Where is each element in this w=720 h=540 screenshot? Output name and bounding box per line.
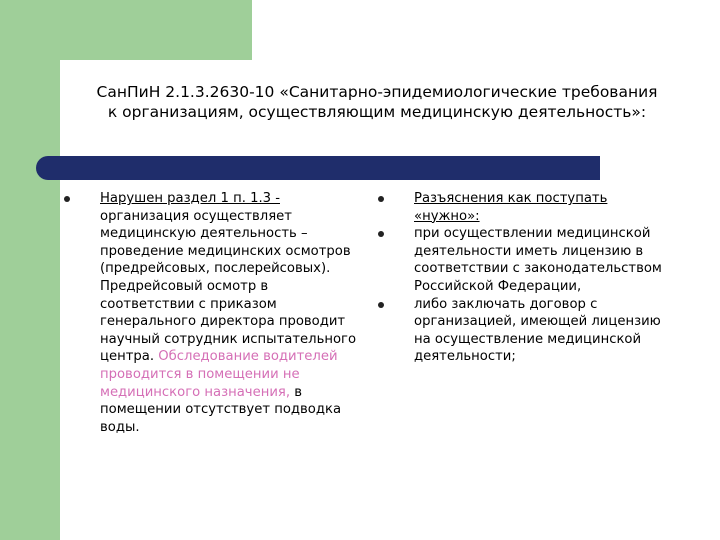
bullet-icon (64, 196, 70, 202)
bullet-icon (378, 231, 384, 237)
list-item (378, 296, 668, 366)
bullet-icon (378, 302, 384, 308)
right-column (378, 190, 668, 366)
explanation-item: либо заключать договор с организацией, имеющей лицензию на осуществление медицинской деятельности; (414, 296, 661, 365)
list-item (378, 190, 668, 225)
violation-text-end: в помещении отсутствует подводка воды. (100, 384, 342, 435)
violation-highlight: Обследование водителей проводится в помещении не медицинского назначения, (100, 349, 338, 400)
violation-heading: Нарушен раздел 1 п. 1.3 - (100, 191, 280, 206)
left-column (64, 190, 364, 436)
list-item (64, 190, 364, 436)
slide-title: СанПиН 2.1.3.2630-10 «Санитарно-эпидемиологические требования к организациям, осуществляющим медицинскую деятельность»: (96, 83, 658, 121)
title-divider-bar (36, 156, 600, 180)
list-item (378, 225, 668, 295)
violation-text: организация осуществляет медицинскую деятельность – проведение медицинских осмотров (предрейсовых, послерейсовых). Предрейсовый осмотр в соответствии с приказом генерального директора проводит научный сотрудник испытательного центра. (100, 208, 357, 365)
explanation-item: при осуществлении медицинской деятельности иметь лицензию в соответствии с законодательством Российской Федерации, (414, 226, 662, 294)
explanation-heading: Разъяснения как поступать «нужно»: (414, 191, 608, 224)
bullet-icon (378, 196, 384, 202)
green-decoration-left (0, 0, 60, 540)
